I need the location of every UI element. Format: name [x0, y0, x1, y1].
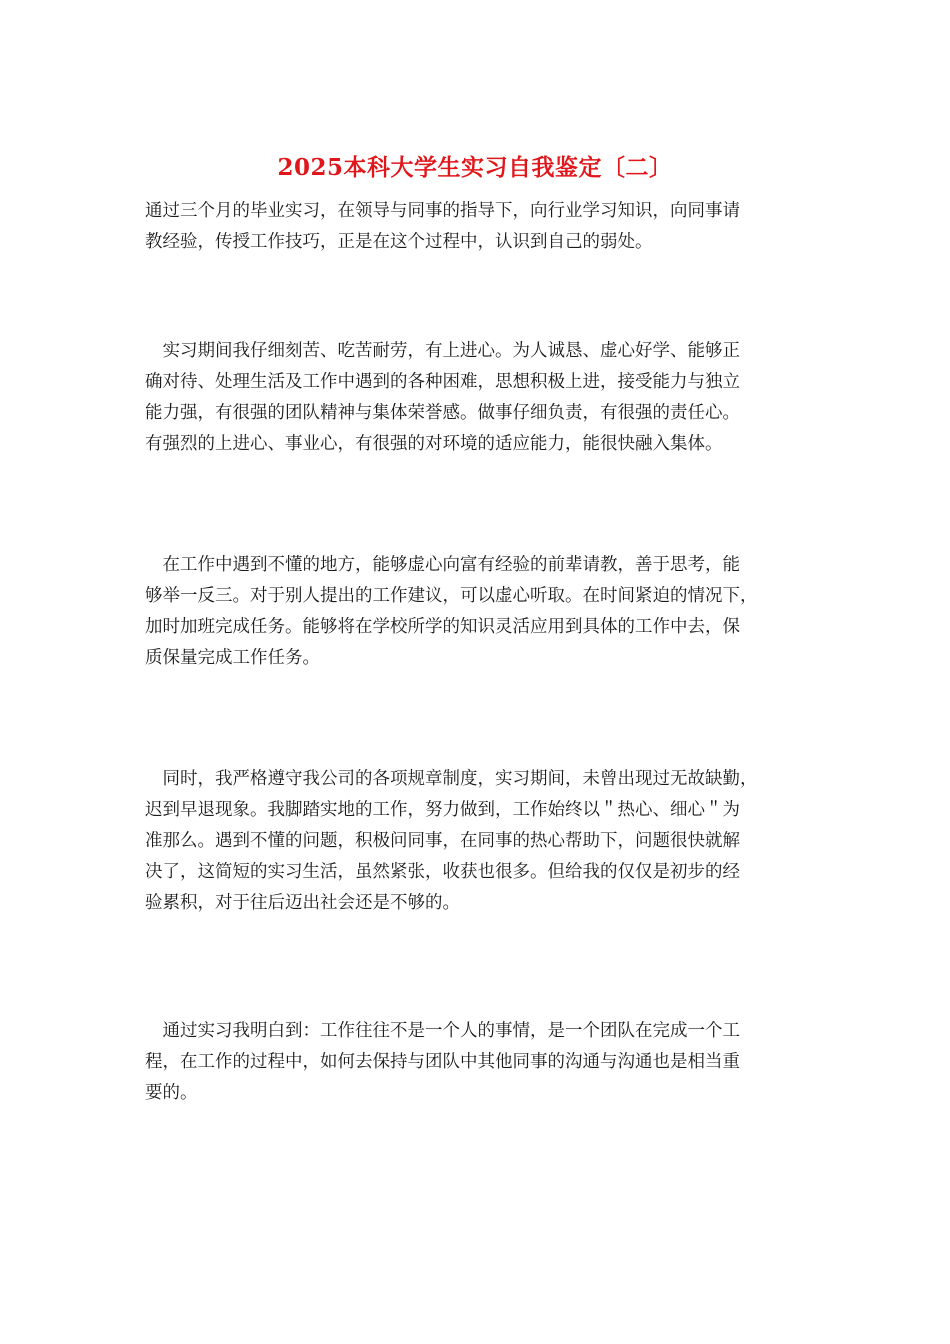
text-line: 实习期间我仔细刻苦、吃苦耐劳，有上进心。为人诚恳、虚心好学、能够正	[145, 341, 740, 361]
text-line: 够举一反三。对于别人提出的工作建议，可以虚心听取。在时间紧迫的情况下，	[145, 586, 758, 606]
paragraph-3	[145, 550, 825, 674]
paragraph-1	[145, 196, 825, 258]
text-line: 同时，我严格遵守我公司的各项规章制度，实习期间，未曾出现过无故缺勤，	[145, 769, 758, 789]
text-line: 通过三个月的毕业实习，在领导与同事的指导下，向行业学习知识，向同事请	[145, 201, 740, 221]
text-line: 教经验，传授工作技巧，正是在这个过程中，认识到自己的弱处。	[145, 232, 653, 252]
text-line: 迟到早退现象。我脚踏实地的工作，努力做到，工作始终以＂热心、细心＂为	[145, 800, 740, 820]
text-line: 能力强，有很强的团队精神与集体荣誉感。做事仔细负责，有很强的责任心。	[145, 403, 740, 423]
paragraph-4	[145, 764, 825, 919]
paragraph-2	[145, 336, 825, 460]
text-line: 准那么。遇到不懂的问题，积极问同事，在同事的热心帮助下，问题很快就解	[145, 831, 740, 851]
text-line: 有强烈的上进心、事业心，有很强的对环境的适应能力，能很快融入集体。	[145, 434, 723, 454]
text-line: 确对待、处理生活及工作中遇到的各种困难，思想积极上进，接受能力与独立	[145, 372, 740, 392]
text-line: 通过实习我明白到：工作往往不是一个人的事情，是一个团队在完成一个工	[145, 1021, 740, 1041]
document-title: 2025本科大学生实习自我鉴定〔二〕	[277, 154, 673, 181]
text-line: 质保量完成工作任务。	[145, 648, 320, 668]
text-line: 在工作中遇到不懂的地方，能够虚心向富有经验的前辈请教，善于思考，能	[145, 555, 740, 575]
text-line: 程，在工作的过程中，如何去保持与团队中其他同事的沟通与沟通也是相当重	[145, 1052, 740, 1072]
text-line: 加时加班完成任务。能够将在学校所学的知识灵活应用到具体的工作中去，保	[145, 617, 740, 637]
text-line: 验累积，对于往后迈出社会还是不够的。	[145, 893, 460, 913]
paragraph-5	[145, 1016, 825, 1109]
text-line: 决了，这简短的实习生活，虽然紧张，收获也很多。但给我的仅仅是初步的经	[145, 862, 740, 882]
text-line: 要的。	[145, 1083, 198, 1103]
